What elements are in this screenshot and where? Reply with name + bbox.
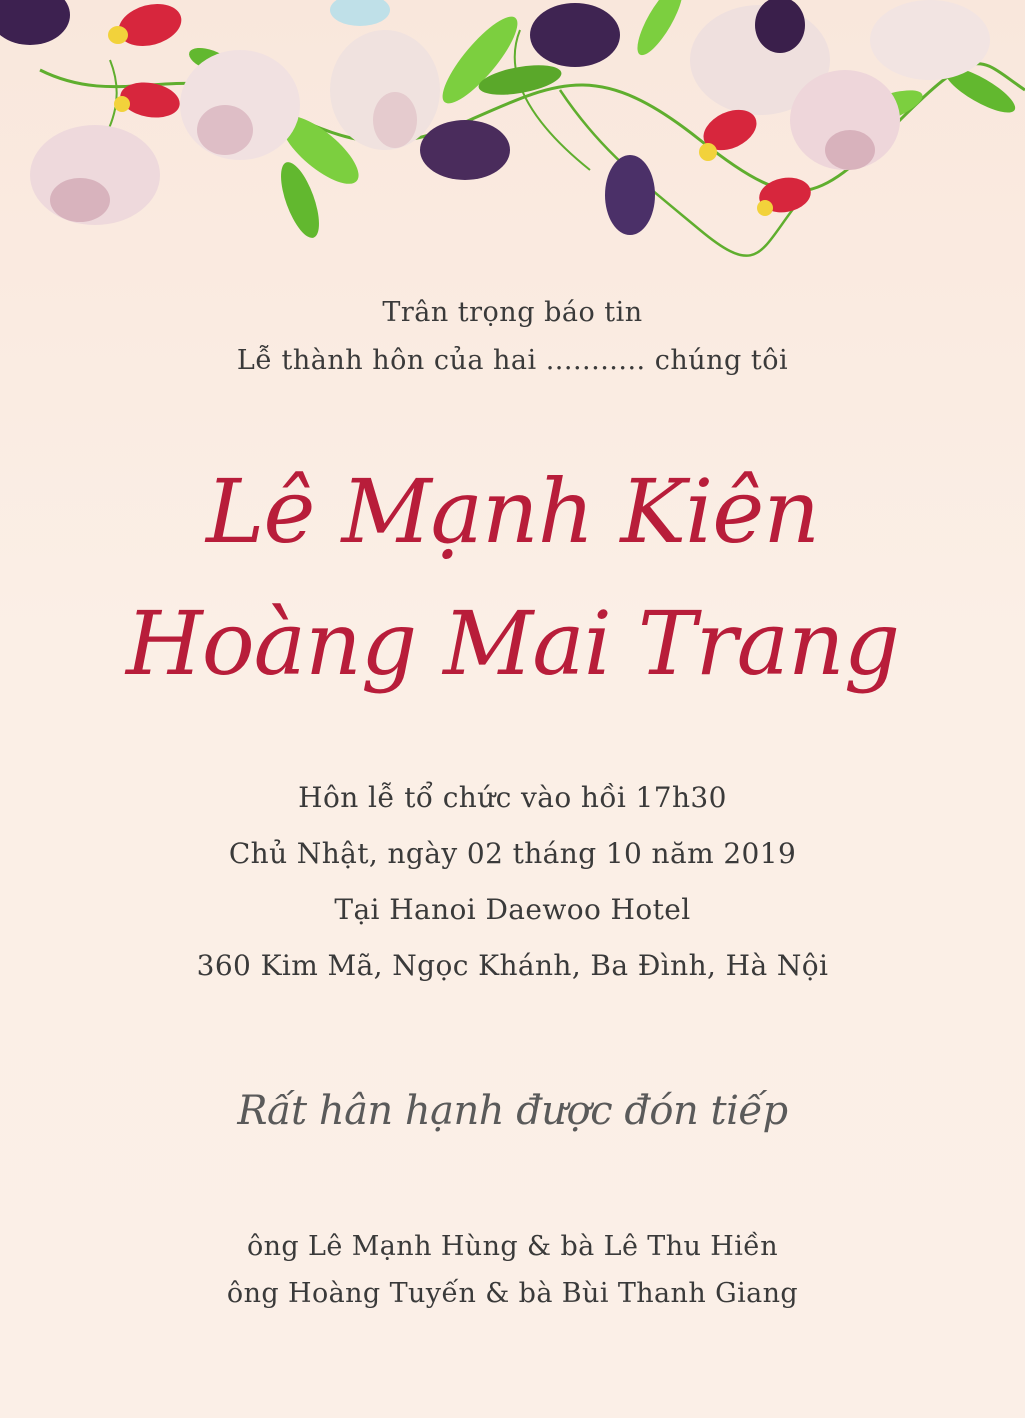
host-parents-groom: ông Lê Mạnh Hùng & bà Lê Thu Hiền bbox=[246, 1231, 779, 1262]
ceremony-address: 360 Kim Mã, Ngọc Khánh, Ba Đình, Hà Nội bbox=[196, 949, 829, 982]
host-parents-bride: ông Hoàng Tuyến & bà Bùi Thanh Giang bbox=[226, 1278, 799, 1309]
intro-wedding-line: Lễ thành hôn của hai ........... chúng tôi bbox=[236, 345, 789, 376]
ceremony-time: Hôn lễ tổ chức vào hồi 17h30 bbox=[298, 781, 727, 814]
bride-name: Hoàng Mai Trang bbox=[125, 592, 900, 695]
ceremony-venue: Tại Hanoi Daewoo Hotel bbox=[334, 893, 691, 926]
welcome-message: Rất hân hạnh được đón tiếp bbox=[237, 1088, 788, 1134]
intro-announcement: Trân trọng báo tin bbox=[382, 297, 643, 328]
ceremony-date: Chủ Nhật, ngày 02 tháng 10 năm 2019 bbox=[228, 837, 797, 870]
floral-border-icon bbox=[0, 0, 1025, 270]
groom-name: Lê Mạnh Kiên bbox=[205, 460, 820, 563]
